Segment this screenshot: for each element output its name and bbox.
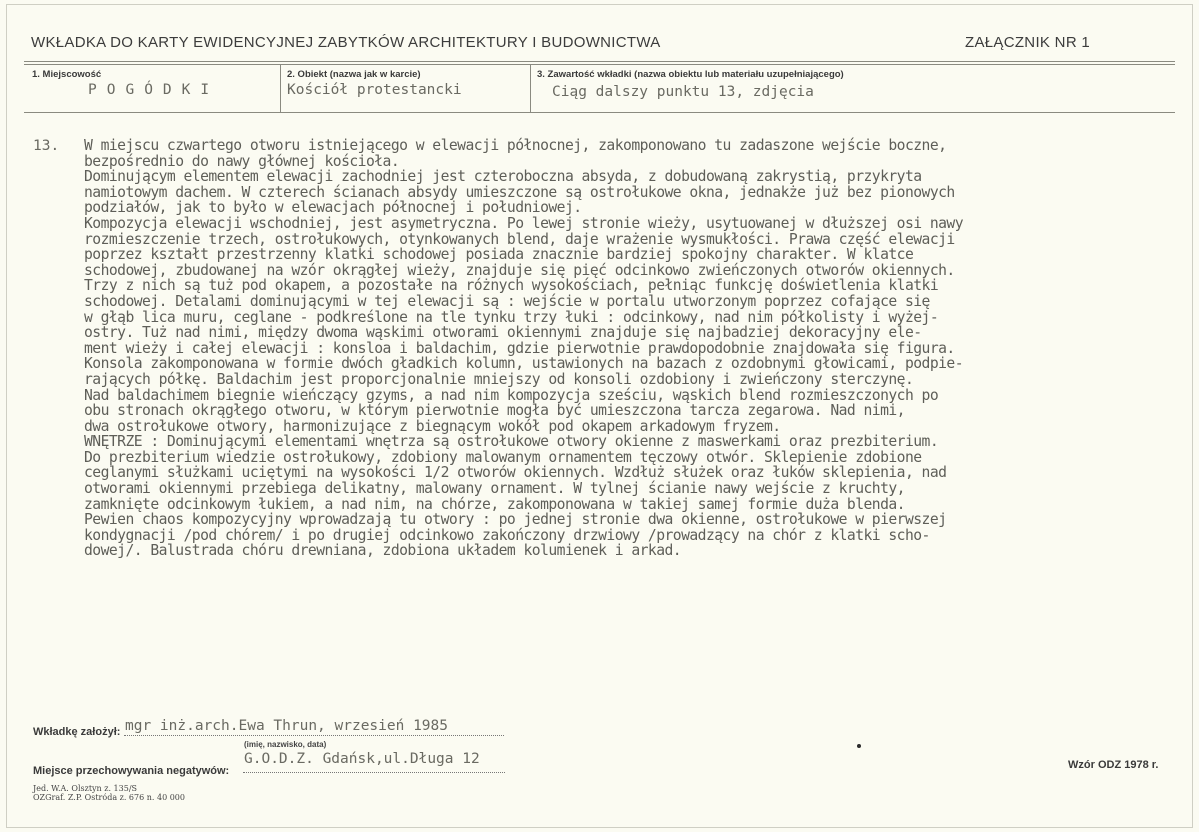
text-line: W miejscu czwartego otworu istniejącego w elewacji północnej, zakomponowano tu zadaszone wejście boczne, [84, 137, 947, 154]
author-value: mgr inż.arch.Ewa Thrun, wrzesień 1985 [125, 718, 449, 734]
text-line: Konsola zakomponowana w formie dwóch gładkich kolumn, ustawionych na bazach z ozdobnymi głowicami, podpie- [84, 355, 964, 373]
text-line: dowej/. Balustrada chóru drewniana, zdobiona układem kolumienek i arkad. [84, 542, 682, 560]
text-line: schodowej, zbudowanej na wzór okrągłej wieży, znajduje się pięć odcinkowo zwieńczonych otworów okiennych. [84, 261, 955, 279]
text-line: zamknięte odcinkowym łukiem, a nad nim, na chórze, zakomponowana w takiej samej formie duża blenda. [84, 495, 905, 513]
template-code: Wzór ODZ 1978 r. [1068, 759, 1159, 771]
text-line: ment wieży i całej elewacji : konsloa i baldachim, gdzie pierwotnie prawdopodobnie znajdowała się figura. [84, 339, 955, 357]
ink-dot [857, 744, 861, 748]
header-rule-top [24, 61, 1175, 62]
storage-dotted-line [243, 772, 505, 773]
text-line: rających półkę. Baldachim jest proporcjonalnie mniejszy od konsoli ozdobiony i zwieńczony sterczynę. [84, 370, 914, 388]
text-line: rozmieszczenie trzech, ostrołukowych, otynkowanych blend, daje wrażenie wysmukłości. Prawa część elewacji [84, 230, 955, 248]
field-divider-1 [280, 64, 281, 112]
storage-value: G.O.D.Z. Gdańsk,ul.Długa 12 [244, 751, 480, 767]
field-divider-2 [530, 64, 531, 112]
text-line: bezpośrednio do nawy głównej kościoła. [84, 152, 400, 170]
object-label: 2. Obiekt (nazwa jak w karcie) [287, 69, 421, 80]
author-label: Wkładkę założył: [33, 726, 121, 738]
content-label: 3. Zawartość wkładki (nazwa obiektu lub materiału uzupełniającego) [537, 69, 844, 80]
section-number: 13. [33, 138, 60, 154]
text-line: WNĘTRZE : Dominującymi elementami wnętrza są ostrołukowe otwory okienne z maswerkami oraz prezbiterium. [84, 433, 939, 451]
text-line: ostry. Tuż nad nimi, między dwoma wąskimi otworami okiennymi znajduje się najbadziej dekoracyjny ele- [84, 324, 922, 342]
author-dotted-line [124, 735, 504, 736]
text-line: podziałów, jak to było w elewacjach północnej i południowej. [84, 199, 582, 217]
author-hint: (imię, nazwisko, data) [244, 740, 327, 749]
print-info-2: OZGraf. Z.P. Ostróda z. 676 n. 40 000 [33, 793, 185, 802]
text-line: dwa ostrołukowe otwory, harmonizujące z biegnącym wokół pod okapem arkadowym fryzem. [84, 417, 781, 435]
text-line: kondygnacji /pod chórem/ i po drugiej odcinkowo zakończony drzwiowy /prowadzący na chór z klatki scho- [84, 526, 930, 544]
text-line: poprzez kształt przestrzenny klatki schodowej posiada znacznie bardziej spokojny charakter. W klatce [84, 246, 914, 264]
object-value: Kościół protestancki [287, 82, 462, 98]
fields-rule-bottom [24, 112, 1175, 113]
text-line: obu stronach okrągłego otworu, w którym pierwotnie mogła być umieszczona tarcza zegarowa. Nad nimi, [84, 402, 905, 420]
text-line: w głąb lica muru, ceglane - podkreślone na tle tynku trzy łuki : odcinkowy, nad nim półkolisty i wyżej- [84, 308, 939, 326]
text-line: Trzy z nich są tuż pod okapem, a pozostałe na różnych wysokościach, pełniąc funkcję doświetlenia klatki [84, 277, 939, 295]
form-title: WKŁADKA DO KARTY EWIDENCYJNEJ ZABYTKÓW ARCHITEKTURY I BUDOWNICTWA [31, 34, 661, 51]
typed-description [84, 138, 1164, 559]
text-line: Do prezbiterium wiedzie ostrołukowy, zdobiony malowanym ornamentem tęczowy otwór. Sklepienie zdobione [84, 448, 922, 466]
locality-label: 1. Miejscowość [32, 69, 102, 80]
text-line: otworami okiennymi przebiega delikatny, malowany ornament. W tylnej ścianie nawy wejście z kruchty, [84, 480, 905, 498]
print-info-1: Jed. W.A. Olsztyn z. 135/S [33, 784, 137, 793]
text-line: namiotowym dachem. W czterech ścianach absydy umieszczone są ostrołukowe okna, jednakże już bez pionowych [84, 183, 955, 201]
text-line: Kompozycja elewacji wschodniej, jest asymetryczna. Po lewej stronie wieży, usytuowanej w dłuższej osi nawy [84, 214, 964, 232]
text-line: Nad baldachimem biegnie wieńczący gzyms, a nad nim kompozycja sześciu, wąskich blend rozmieszczonych po [84, 386, 939, 404]
text-line: ceglanymi służkami uciętymi na wysokości 1/2 otworów okiennych. Wzdłuż służek oraz łuków sklepienia, nad [84, 464, 947, 482]
text-line: Pewien chaos kompozycyjny wprowadzają tu otwory : po jednej stronie dwa okienne, ostrołukowe w pierwszej [84, 511, 947, 529]
text-line: schodowej. Detalami dominującymi w tej elewacji są : wejście w portalu utworzonym poprzez cofające się [84, 292, 930, 310]
content-value: Ciąg dalszy punktu 13, zdjęcia [552, 84, 814, 100]
annex-number: ZAŁĄCZNIK NR 1 [965, 34, 1091, 51]
locality-value: POGÓDKI [88, 82, 220, 98]
storage-label: Miejsce przechowywania negatywów: [33, 765, 230, 777]
header-rule-inner [24, 64, 1175, 65]
text-line: Dominującym elementem elewacji zachodniej jest czteroboczna absyda, z dobudowaną zakrystią, przykryta [84, 168, 922, 186]
